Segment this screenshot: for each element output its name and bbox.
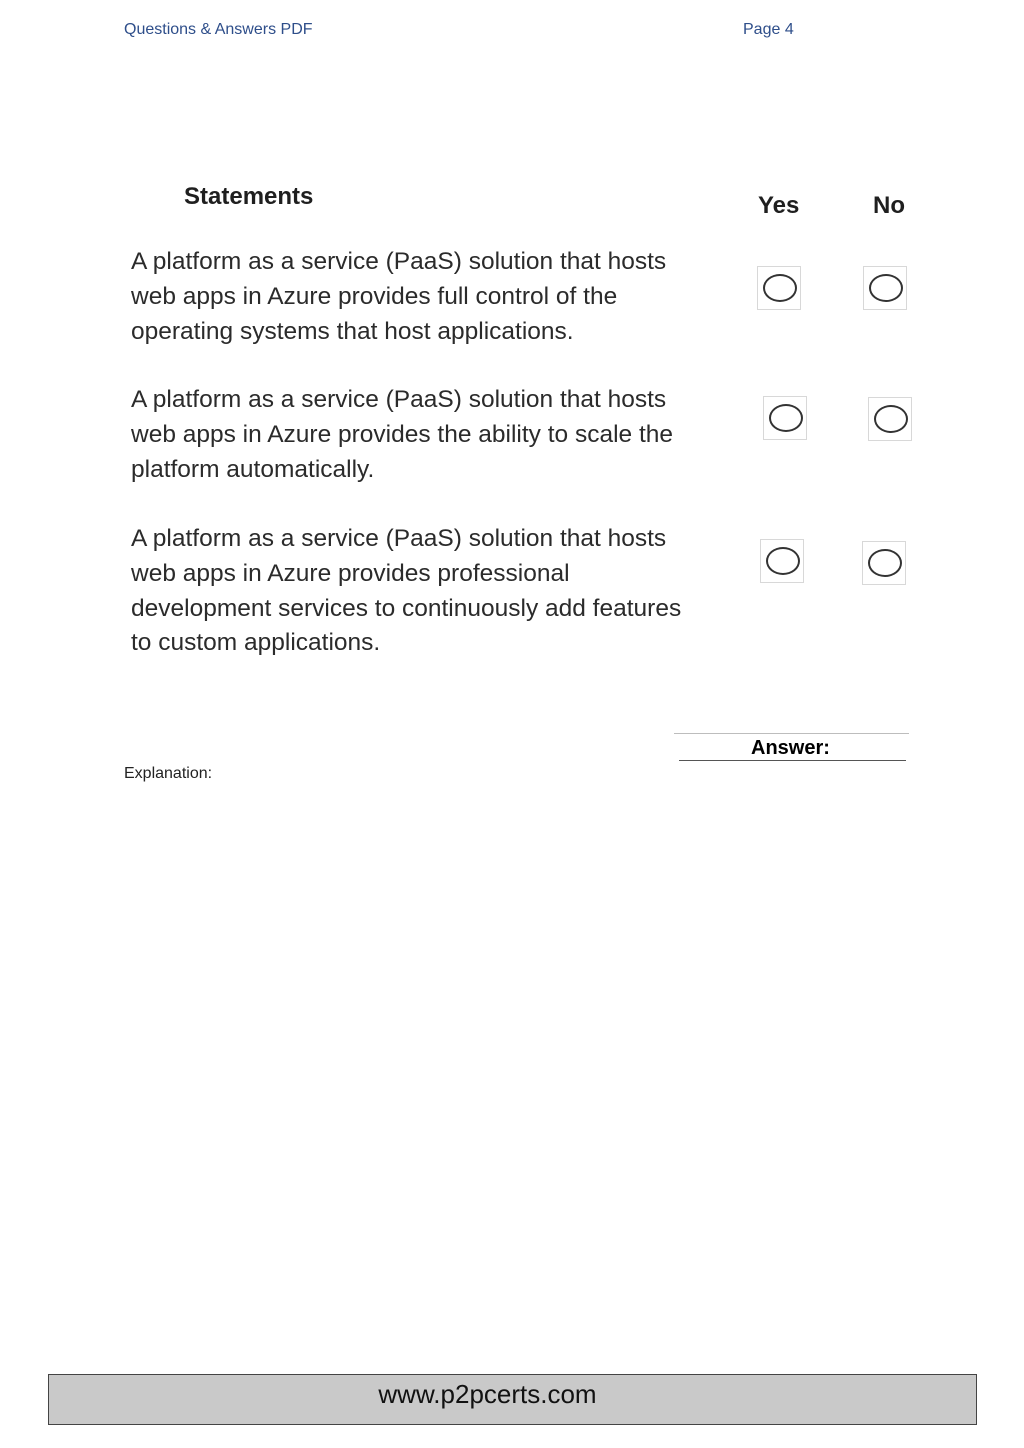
answer-label: Answer: [751, 737, 830, 759]
footer-url[interactable]: www.p2pcerts.com [378, 1379, 597, 1409]
radio-circle-icon [769, 404, 803, 432]
page-number: Page 4 [743, 21, 794, 38]
statement-2-yes-radio[interactable] [763, 396, 807, 440]
statement-line: A platform as a service (PaaS) solution that hosts [131, 248, 667, 275]
statement-1-no-radio[interactable] [863, 266, 907, 310]
answer-bottom-rule [679, 760, 906, 761]
radio-circle-icon [869, 274, 903, 302]
answer-top-rule [674, 733, 909, 734]
radio-circle-icon [874, 405, 908, 433]
footer-bar [48, 1374, 977, 1425]
statements-heading: Statements [184, 183, 314, 210]
statement-2 [131, 383, 741, 487]
explanation-label: Explanation: [124, 765, 213, 782]
radio-circle-icon [763, 274, 797, 302]
statement-3-no-radio[interactable] [862, 541, 906, 585]
header-title: Questions & Answers PDF [124, 21, 313, 38]
no-column-heading: No [873, 192, 905, 219]
radio-circle-icon [868, 549, 902, 577]
statement-line: platform automatically. [131, 455, 375, 483]
statement-3 [131, 522, 741, 661]
statement-line: A platform as a service (PaaS) solution that hosts [131, 525, 667, 552]
statement-line: web apps in Azure provides full control of the [131, 282, 618, 310]
statement-line: web apps in Azure provides professional [131, 559, 570, 587]
statement-line: to custom applications. [131, 629, 381, 657]
statement-1 [131, 245, 741, 349]
statement-line: web apps in Azure provides the ability to scale the [131, 420, 674, 448]
yes-column-heading: Yes [758, 192, 800, 219]
statement-3-yes-radio[interactable] [760, 539, 804, 583]
statement-1-yes-radio[interactable] [757, 266, 801, 310]
statement-line: development services to continuously add features [131, 594, 682, 622]
statement-line: A platform as a service (PaaS) solution that hosts [131, 386, 667, 413]
statement-2-no-radio[interactable] [868, 397, 912, 441]
statement-line: operating systems that host applications. [131, 317, 574, 345]
radio-circle-icon [766, 547, 800, 575]
